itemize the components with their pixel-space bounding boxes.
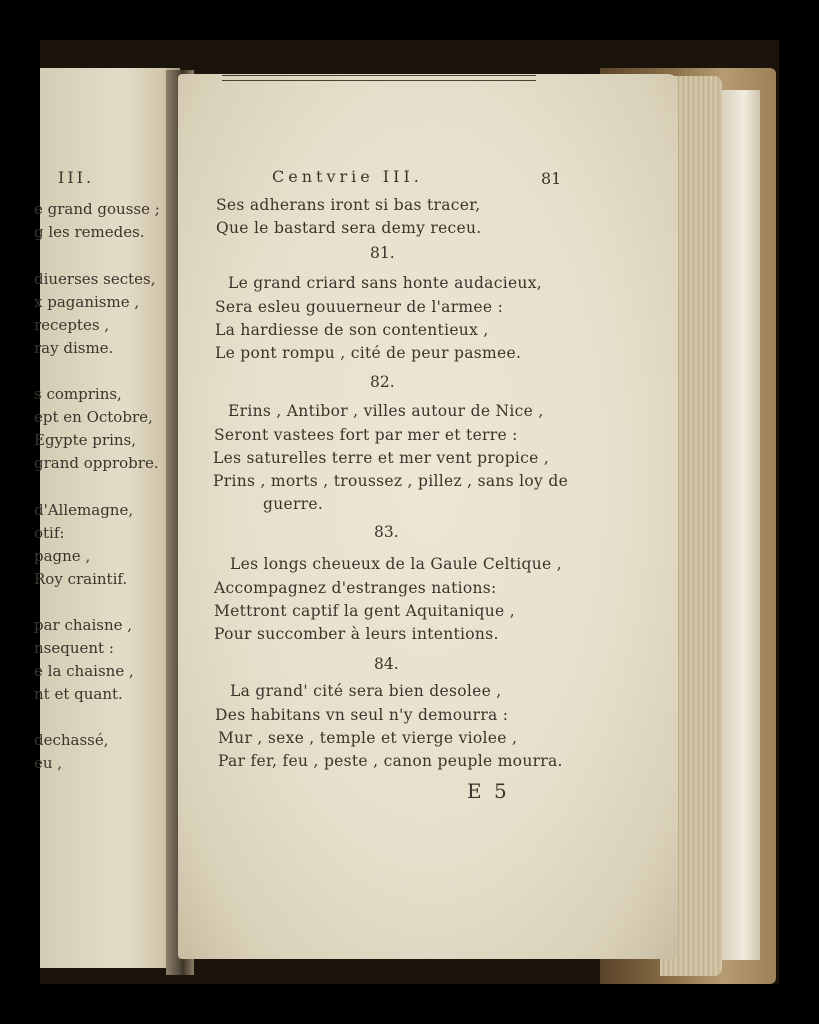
- left-line: g les remedes.: [34, 223, 145, 241]
- verse-line: Les saturelles terre et mer vent propice ,: [213, 449, 550, 467]
- signature-mark: E 5: [467, 779, 510, 803]
- quatrain-number: 81.: [370, 244, 395, 262]
- left-line: x paganisme ,: [34, 293, 140, 311]
- left-line: s comprins,: [34, 385, 122, 403]
- left-line: eu ,: [34, 754, 63, 772]
- left-line: d'Allemagne,: [34, 501, 134, 519]
- verse-line: Pour succomber à leurs intentions.: [214, 625, 499, 643]
- verse-line: La hardiesse de son contentieux ,: [215, 321, 489, 339]
- verse-line: Le grand criard sans honte audacieux,: [228, 274, 542, 292]
- verse-line: La grand' cité sera bien desolee ,: [230, 682, 502, 700]
- left-line: receptes ,: [34, 316, 110, 334]
- verse-line: guerre.: [263, 495, 324, 513]
- left-line: par chaisne ,: [34, 616, 133, 634]
- left-line: ept en Octobre,: [34, 408, 153, 426]
- verse-line: Seront vastees fort par mer et terre :: [214, 426, 518, 444]
- quatrain-number: 84.: [374, 655, 399, 673]
- header-rule: [222, 75, 536, 81]
- left-page: [34, 68, 180, 968]
- left-page-header: III.: [58, 168, 95, 187]
- left-line: pagne ,: [34, 547, 91, 565]
- left-line: Roy craintif.: [34, 570, 128, 588]
- verse-line: Mur , sexe , temple et vierge violee ,: [218, 729, 518, 747]
- verse-line: Accompagnez d'estranges nations:: [214, 579, 497, 597]
- verse-line: Des habitans vn seul n'y demourra :: [215, 706, 509, 724]
- left-line: ray disme.: [34, 339, 114, 357]
- left-line: dechassé,: [34, 731, 109, 749]
- carryover-line: Ses adherans iront si bas tracer,: [216, 196, 481, 214]
- left-line: e grand gousse ;: [34, 200, 160, 218]
- left-line: grand opprobre.: [34, 454, 159, 472]
- left-line: Egypte prins,: [34, 431, 136, 449]
- verse-line: Mettront captif la gent Aquitanique ,: [214, 602, 515, 620]
- verse-line: Erins , Antibor , villes autour de Nice ,: [228, 402, 544, 420]
- running-head: Centvrie III.: [272, 167, 423, 186]
- carryover-line: Que le bastard sera demy receu.: [216, 219, 482, 237]
- left-line: nsequent :: [34, 639, 114, 657]
- left-line: otif:: [34, 524, 65, 542]
- verse-line: Sera esleu gouuerneur de l'armee :: [215, 298, 504, 316]
- page-number: 81: [541, 169, 562, 188]
- cover-endpaper: [720, 90, 760, 960]
- verse-line: Prins , morts , troussez , pillez , sans loy de: [213, 472, 569, 490]
- quatrain-number: 82.: [370, 373, 395, 391]
- left-line: diuerses sectes,: [34, 270, 156, 288]
- quatrain-number: 83.: [374, 523, 399, 541]
- left-line: nt et quant.: [34, 685, 123, 703]
- left-line: e la chaisne ,: [34, 662, 134, 680]
- verse-line: Par fer, feu , peste , canon peuple mourra.: [218, 752, 563, 770]
- verse-line: Le pont rompu , cité de peur pasmee.: [215, 344, 522, 362]
- verse-line: Les longs cheueux de la Gaule Celtique ,: [230, 555, 562, 573]
